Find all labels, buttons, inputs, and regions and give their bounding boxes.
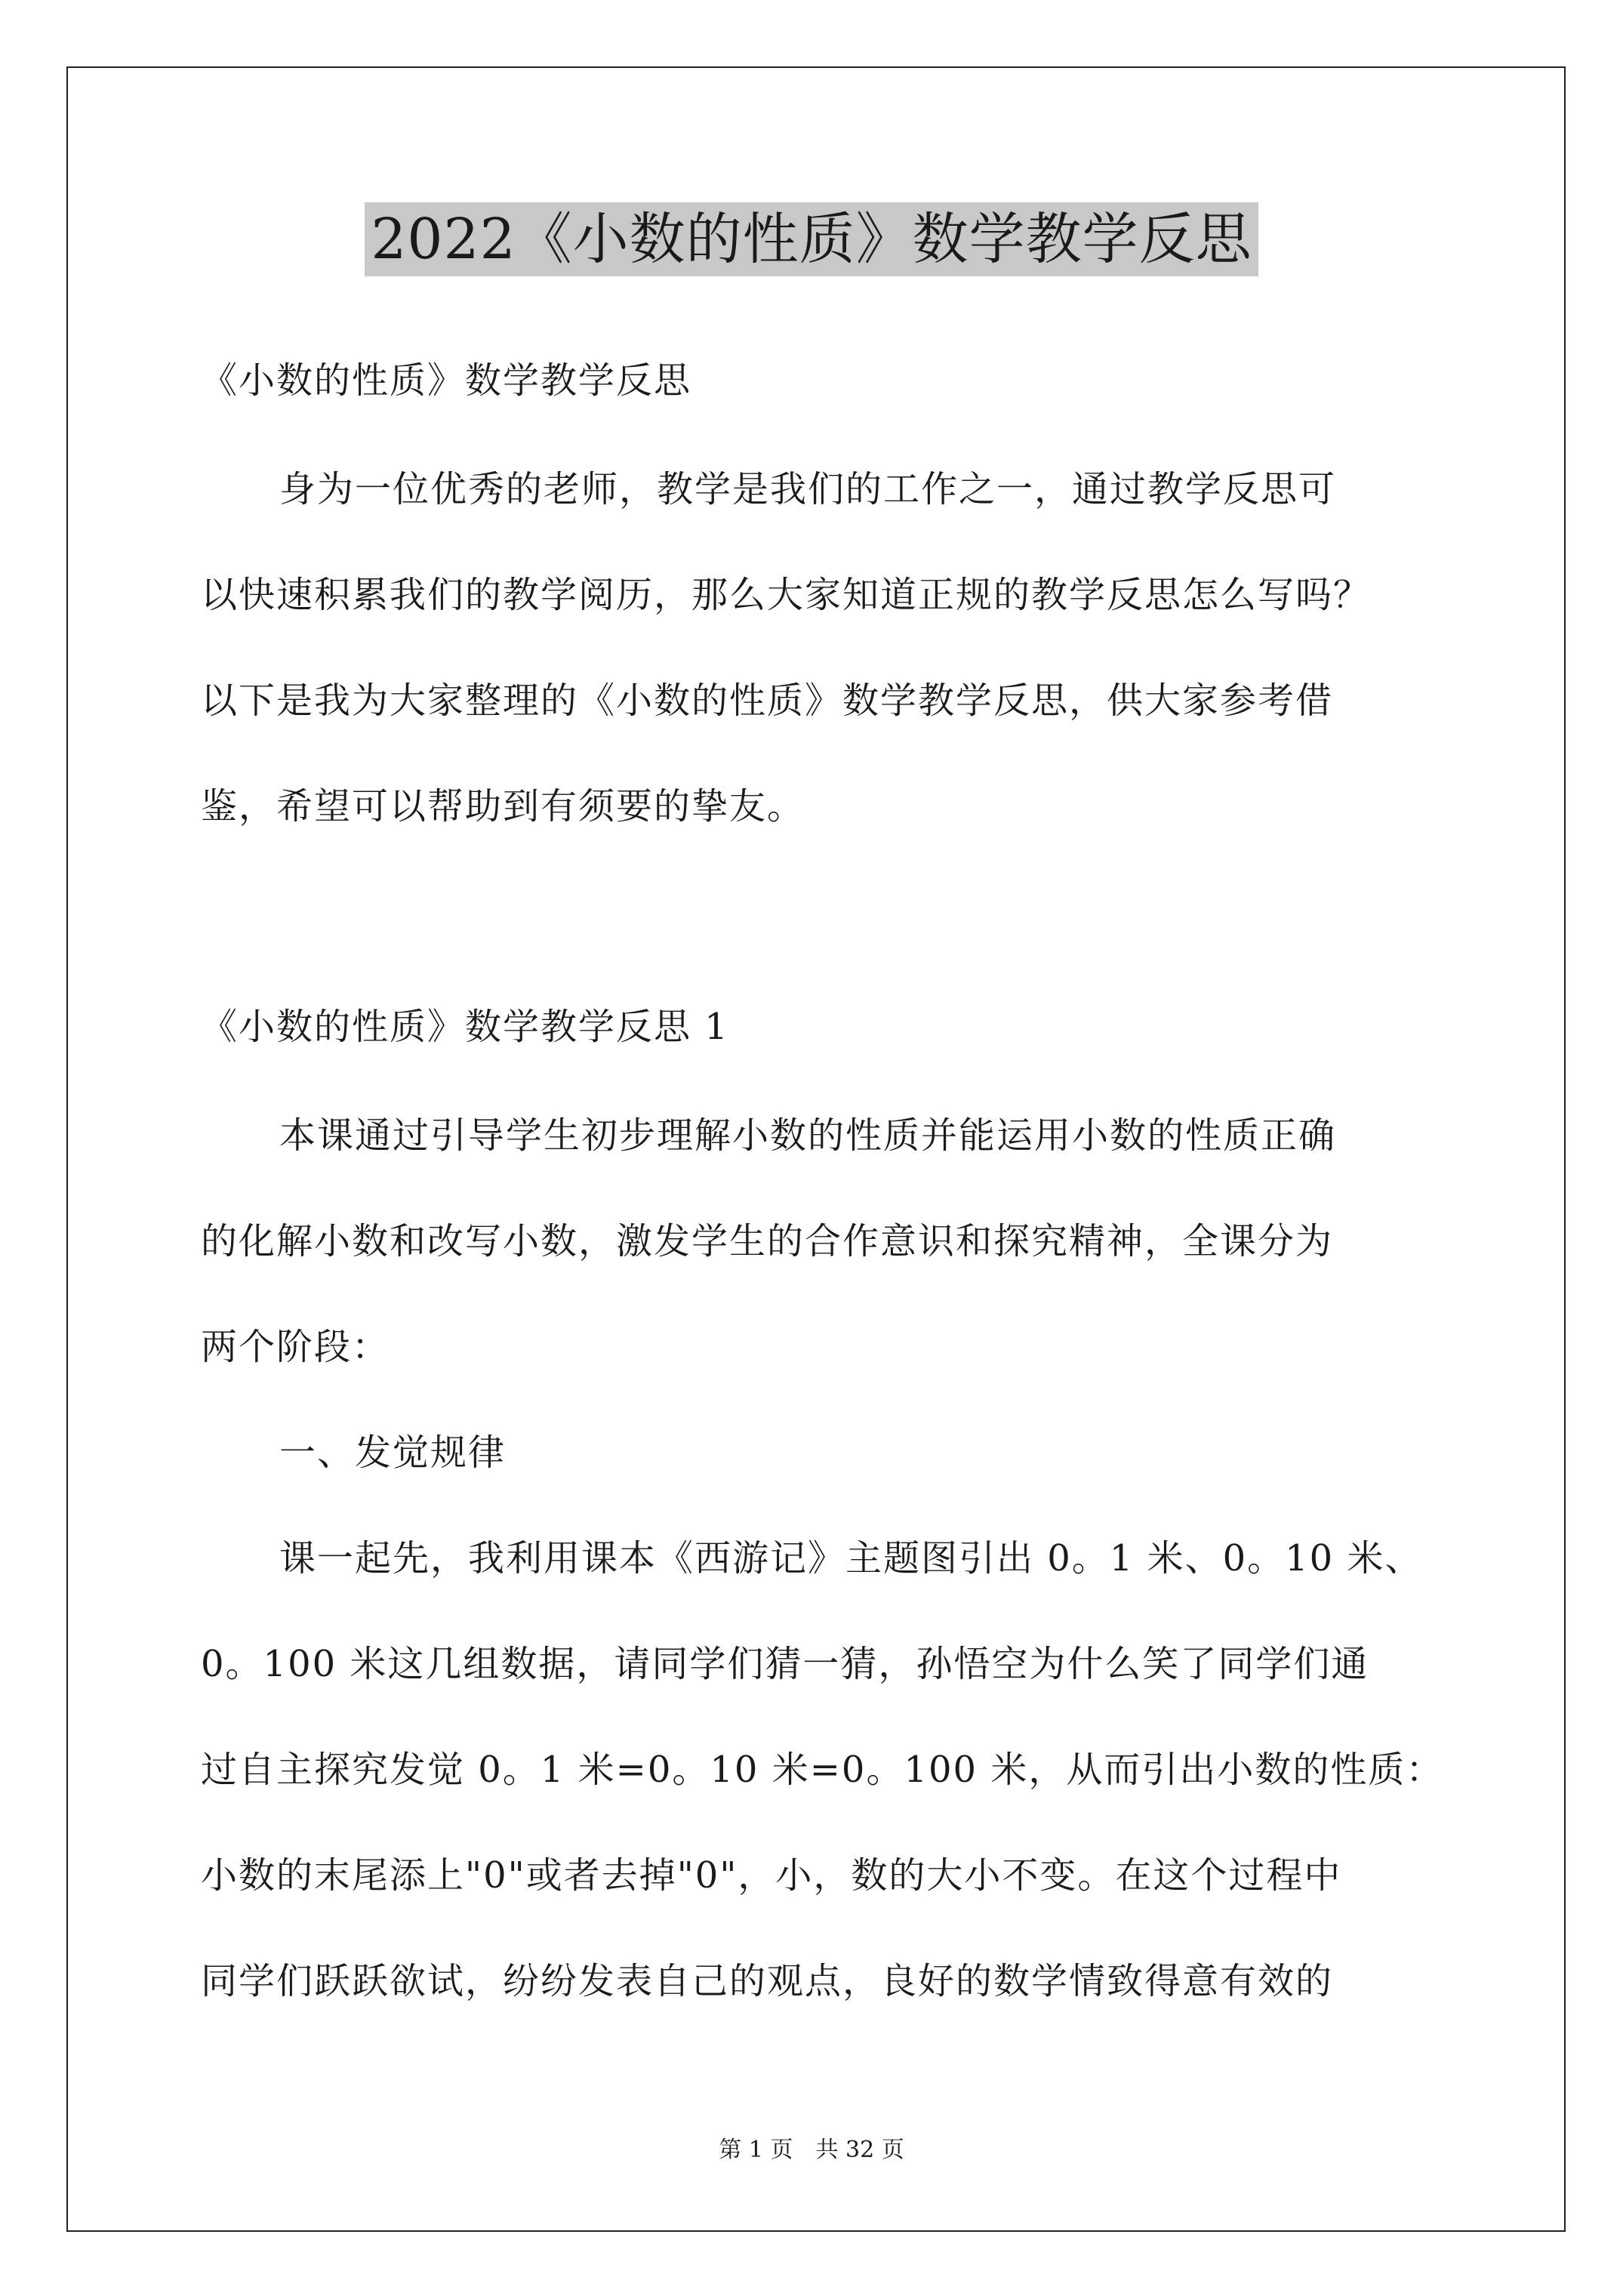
body-line: 的化解小数和改写小数，激发学生的合作意识和探究精神，全课分为: [201, 1220, 1334, 1262]
detail-line: 同学们跃跃欲试，纷纷发表自己的观点，良好的数学情致得意有效的: [201, 1960, 1334, 2002]
detail-line: 课一起先，我利用课本《西游记》主题图引出 0。1 米、0。10 米、: [279, 1537, 1423, 1579]
detail-line: 过自主探究发觉 0。1 米=0。10 米=0。100 米，从而引出小数的性质：: [201, 1749, 1444, 1791]
document-title: 2022《小数的性质》数学教学反思: [365, 202, 1258, 276]
subtitle: 《小数的性质》数学教学反思: [201, 359, 692, 402]
title-container: [0, 202, 1623, 276]
body-line: 两个阶段：: [201, 1326, 390, 1368]
intro-line: 以快速积累我们的教学阅历，那么大家知道正规的教学反思怎么写吗？: [201, 574, 1372, 616]
body-line: 本课通过引导学生初步理解小数的性质并能运用小数的性质正确: [279, 1114, 1337, 1157]
intro-line: 鉴，希望可以帮助到有须要的挚友。: [201, 785, 805, 827]
intro-line: 身为一位优秀的老师，教学是我们的工作之一，通过教学反思可: [279, 468, 1337, 510]
intro-line: 以下是我为大家整理的《小数的性质》数学教学反思，供大家参考借: [201, 680, 1334, 722]
section-heading: 一、发觉规律: [279, 1432, 507, 1474]
section-title: 《小数的性质》数学教学反思 1: [201, 1006, 729, 1048]
page-footer: 第 1 页 共 32 页: [719, 2137, 904, 2163]
detail-line: 小数的末尾添上"0"或者去掉"0"，小，数的大小不变。在这个过程中: [201, 1854, 1342, 1897]
detail-line: 0。100 米这几组数据，请同学们猜一猜，孙悟空为什么笑了同学们通: [201, 1643, 1369, 1685]
